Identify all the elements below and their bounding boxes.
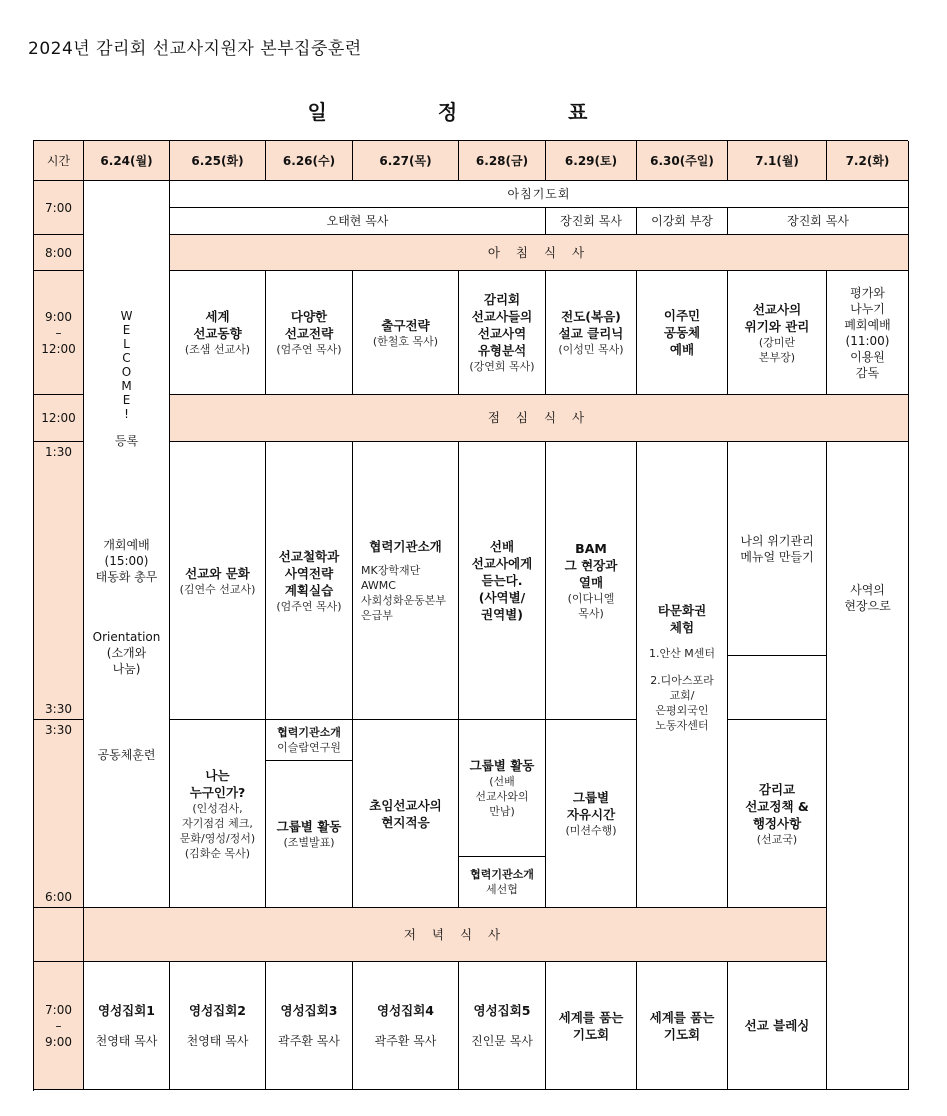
session-title: 세계를 품는 — [558, 1009, 624, 1025]
session-title: 기도회 — [663, 1026, 701, 1042]
opening-speaker: 태동화 총무 — [95, 570, 158, 584]
pm2-d5-stack — [459, 720, 546, 908]
breakfast: 아 침 식 사 — [170, 235, 909, 271]
partner-item: 사회성화운동본부 — [361, 594, 447, 607]
session-title: 협력기관소개 — [369, 539, 442, 554]
session-title: 공동체 — [663, 325, 701, 340]
session-detail: 만남) — [489, 805, 515, 818]
session-text: 사역의 — [850, 583, 885, 597]
header-day-6: 6.29(토) — [546, 141, 637, 181]
am-session-d6 — [546, 271, 637, 395]
session-speaker: 곽주환 목사 — [278, 1034, 340, 1048]
time-label: 7:00 — [45, 200, 72, 215]
pm2-session-d3b — [266, 761, 352, 907]
session-title: 세계 — [205, 309, 230, 324]
time-330-600 — [34, 720, 84, 908]
session-title: 선교사들의 — [471, 309, 533, 324]
session-title: 설교 클리닉 — [558, 326, 624, 341]
opening-worship — [96, 537, 158, 585]
pm2-session-d5a — [459, 720, 545, 857]
session-title: 선교사역 — [477, 326, 527, 341]
session-title: 초임선교사의 — [369, 797, 442, 813]
header-day-2: 6.25(화) — [170, 141, 266, 181]
session-title: 선교철학과 — [278, 548, 340, 564]
time-label: 3:30 — [45, 702, 72, 716]
session-speaker: (이다니엘 — [567, 592, 615, 605]
prayer-leader-2: 장진회 목사 — [546, 208, 637, 235]
session-title: 유형분석 — [477, 343, 527, 358]
session-title: 그 현장과 — [564, 558, 618, 573]
pm2-session-d6 — [546, 720, 637, 908]
session-title: 전도(복음) — [561, 309, 621, 324]
pm2-d3-stack — [266, 720, 353, 908]
pm2-session-d3a — [266, 720, 352, 761]
session-detail: 2.디아스포라 — [650, 674, 714, 687]
am-session-d2 — [170, 271, 266, 395]
session-speaker: 이슬람연구원 — [277, 740, 341, 754]
header-day-8: 7.1(월) — [728, 141, 827, 181]
pm-session-d9 — [827, 442, 909, 1090]
time-dash: – — [55, 1018, 62, 1033]
session-speaker: (조샘 선교사) — [184, 343, 251, 356]
am-session-d4 — [353, 271, 459, 395]
morning-prayer: 아침기도회 — [170, 181, 909, 208]
am-session-d9 — [827, 271, 909, 395]
session-detail: 노동자센터 — [655, 719, 709, 732]
dinner: 저 녁 식 사 — [84, 908, 827, 962]
am-session-d3 — [266, 271, 353, 395]
time-dinner — [34, 908, 84, 962]
time-8am — [34, 235, 84, 271]
session-text: 폐회예배 — [844, 317, 891, 332]
session-title: 듣는다. — [481, 573, 523, 588]
header-day-5: 6.28(금) — [459, 141, 546, 181]
time-label: 3:30 — [45, 723, 72, 737]
opening-title: 개회예배 — [103, 538, 150, 552]
header-day-7: 6.30(주일) — [637, 141, 728, 181]
header-day-4: 6.27(목) — [353, 141, 459, 181]
pm1-session-d8-empty — [728, 656, 826, 719]
session-text: 이용원 — [850, 349, 885, 364]
session-title: 그룹별 활동 — [276, 819, 342, 834]
session-title: 누구인가? — [189, 784, 246, 800]
prayer-leader-4: 장진회 목사 — [728, 208, 909, 235]
session-title: 영성집회1 — [98, 1003, 155, 1018]
session-text: 감독 — [855, 365, 880, 380]
session-title: 협력기관소개 — [470, 867, 534, 881]
time-label: 8:00 — [45, 245, 72, 260]
session-text: 메뉴얼 만들기 — [740, 549, 814, 564]
prayer-leader-3: 이강회 부장 — [637, 208, 728, 235]
session-speaker: (김화순 목사) — [184, 846, 251, 860]
evening-session-d2 — [170, 962, 266, 1090]
header-day-3: 6.26(수) — [266, 141, 353, 181]
session-title: 그룹별 — [572, 790, 610, 805]
session-speaker: (강미란 — [758, 335, 796, 349]
orientation-sub: (소개와 — [106, 646, 147, 660]
time-7am — [34, 181, 84, 235]
orientation — [93, 629, 161, 677]
session-title: 선배 — [489, 539, 515, 554]
session-title: 기도회 — [572, 1026, 610, 1042]
session-title: 영성집회5 — [473, 1003, 531, 1018]
time-130-330 — [34, 442, 84, 720]
pm2-session-d5b — [459, 857, 545, 907]
partner-item: AWMC — [361, 579, 396, 592]
session-title: 감리교 — [758, 781, 796, 797]
session-speaker: 세선협 — [486, 882, 518, 896]
session-title: 협력기관소개 — [277, 725, 341, 739]
session-speaker: (조별발표) — [283, 836, 335, 849]
session-speaker: 곽주환 목사 — [374, 1034, 437, 1048]
opening-time: (15:00) — [104, 554, 149, 568]
header-day-9: 7.2(화) — [827, 141, 909, 181]
session-speaker: (미션수행) — [565, 824, 617, 837]
am-session-d8 — [728, 271, 827, 395]
session-detail: 선교사와의 — [475, 790, 529, 803]
session-speaker: 목사) — [578, 607, 604, 620]
session-title: 영성집회3 — [280, 1003, 338, 1018]
pm1-session-d8 — [728, 442, 826, 656]
pm1-session-d4 — [353, 442, 459, 720]
session-title: BAM — [575, 541, 607, 556]
time-label: 1:30 — [45, 445, 72, 459]
evening-session-d8 — [728, 962, 827, 1090]
session-title: 나는 — [205, 767, 230, 783]
lunch: 점 심 식 사 — [170, 395, 909, 442]
register-text: 등록 — [114, 434, 139, 448]
time-label: 9:00 — [45, 1034, 72, 1049]
session-detail: 자기점검 체크, — [182, 816, 253, 830]
session-title: 선교전략 — [284, 326, 334, 341]
session-title: 선교 블레싱 — [744, 1018, 810, 1033]
session-title: 위기와 관리 — [744, 318, 810, 334]
session-title: 계획실습 — [284, 582, 334, 598]
session-title: 열매 — [578, 575, 604, 590]
partner-item: 은급부 — [361, 609, 393, 622]
session-detail: 교회/ — [669, 689, 695, 702]
time-evening — [34, 962, 84, 1090]
session-speaker: (이성민 목사) — [558, 343, 624, 356]
session-title: 예배 — [669, 342, 695, 357]
evening-session-d4 — [353, 962, 459, 1090]
evening-session-d6 — [546, 962, 637, 1090]
session-title: 그룹별 활동 — [469, 758, 535, 773]
partner-list — [356, 563, 455, 623]
time-label: 12:00 — [41, 341, 76, 356]
schedule-title: 일 정 표 — [307, 100, 640, 124]
session-title: 체험 — [669, 620, 695, 635]
time-label: 12:00 — [41, 411, 76, 425]
prayer-leader-1: 오태현 목사 — [170, 208, 546, 235]
session-speaker: 천영태 목사 — [95, 1034, 158, 1048]
community-training: 공동체훈련 — [97, 748, 156, 762]
pm-d8-stack — [728, 442, 827, 720]
session-speaker: 본부장) — [758, 350, 796, 364]
session-speaker: 진인문 목사 — [471, 1034, 533, 1048]
session-title: 영성집회4 — [377, 1003, 434, 1018]
session-text: 현장으로 — [844, 599, 891, 613]
session-speaker: (강연희 목사) — [469, 360, 535, 373]
session-detail: (선배 — [489, 775, 515, 788]
day1-column — [84, 181, 170, 908]
session-speaker: (김연수 선교사) — [179, 582, 256, 596]
session-speaker: (엄주연 목사) — [276, 343, 342, 356]
session-title: 선교와 문화 — [185, 565, 250, 581]
partner-item: MK장학재단 — [361, 564, 421, 577]
evening-session-d5 — [459, 962, 546, 1090]
pm-session-d7 — [637, 442, 728, 908]
session-title: 출구전략 — [381, 317, 430, 333]
session-text: 나누기 — [850, 301, 885, 316]
session-title: 자유시간 — [566, 807, 616, 822]
session-title: 타문화권 — [657, 603, 707, 618]
session-speaker: (엄주연 목사) — [276, 599, 342, 613]
time-dash: – — [55, 325, 62, 340]
session-title: 행정사항 — [752, 815, 802, 831]
pm2-session-d4 — [353, 720, 459, 908]
session-title: 권역별) — [481, 607, 523, 622]
evening-session-d1 — [84, 962, 170, 1090]
pm1-session-d2 — [170, 442, 266, 720]
session-title: 선교동향 — [193, 326, 242, 341]
session-title: 사역전략 — [284, 565, 334, 581]
pm1-session-d6 — [546, 442, 637, 720]
pm1-session-d5 — [459, 442, 546, 720]
session-text: (11:00) — [845, 333, 890, 348]
session-title: 세계를 품는 — [649, 1009, 715, 1025]
pm2-session-d2 — [170, 720, 266, 908]
am-session-d7 — [637, 271, 728, 395]
session-title: 영성집회2 — [189, 1003, 246, 1018]
session-detail: 1.안산 M센터 — [649, 647, 715, 660]
time-12pm — [34, 395, 84, 442]
header-time: 시간 — [34, 141, 84, 181]
session-text: 나의 위기관리 — [740, 533, 814, 548]
session-speaker: (한철호 목사) — [372, 334, 439, 348]
evening-session-d7 — [637, 962, 728, 1090]
header-day-1: 6.24(월) — [84, 141, 170, 181]
pm1-session-d3 — [266, 442, 353, 720]
pm2-session-d8 — [728, 720, 827, 908]
session-title: 다양한 — [290, 309, 328, 324]
session-detail: 은평외국인 — [655, 704, 709, 717]
schedule-table — [33, 140, 908, 1091]
orientation-sub: 나눔) — [112, 662, 141, 676]
evening-session-d3 — [266, 962, 353, 1090]
am-session-d5 — [459, 271, 546, 395]
session-title: 선교정책 & — [745, 798, 809, 814]
session-speaker: 천영태 목사 — [186, 1034, 249, 1048]
session-detail: (인성검사, — [192, 801, 243, 815]
session-title: (사역별/ — [478, 590, 526, 605]
orientation-title: Orientation — [92, 630, 161, 644]
session-speaker: (선교국) — [756, 832, 798, 846]
session-detail: 문화/영성/정서) — [179, 831, 256, 845]
session-title: 감리회 — [483, 292, 521, 307]
time-label: 7:00 — [45, 1002, 72, 1017]
session-title: 선교사의 — [752, 301, 802, 317]
time-9am-12pm — [34, 271, 84, 395]
session-title: 현지적응 — [381, 814, 430, 830]
session-title: 이주민 — [663, 308, 701, 323]
time-label: 9:00 — [45, 309, 72, 324]
session-title: 선교사에게 — [471, 556, 533, 571]
time-label: 6:00 — [45, 890, 72, 904]
session-text: 평가와 — [850, 285, 885, 300]
document-title: 2024년 감리회 선교사지원자 본부집중훈련 — [28, 39, 362, 59]
welcome-text: WELCOME! — [119, 309, 134, 421]
